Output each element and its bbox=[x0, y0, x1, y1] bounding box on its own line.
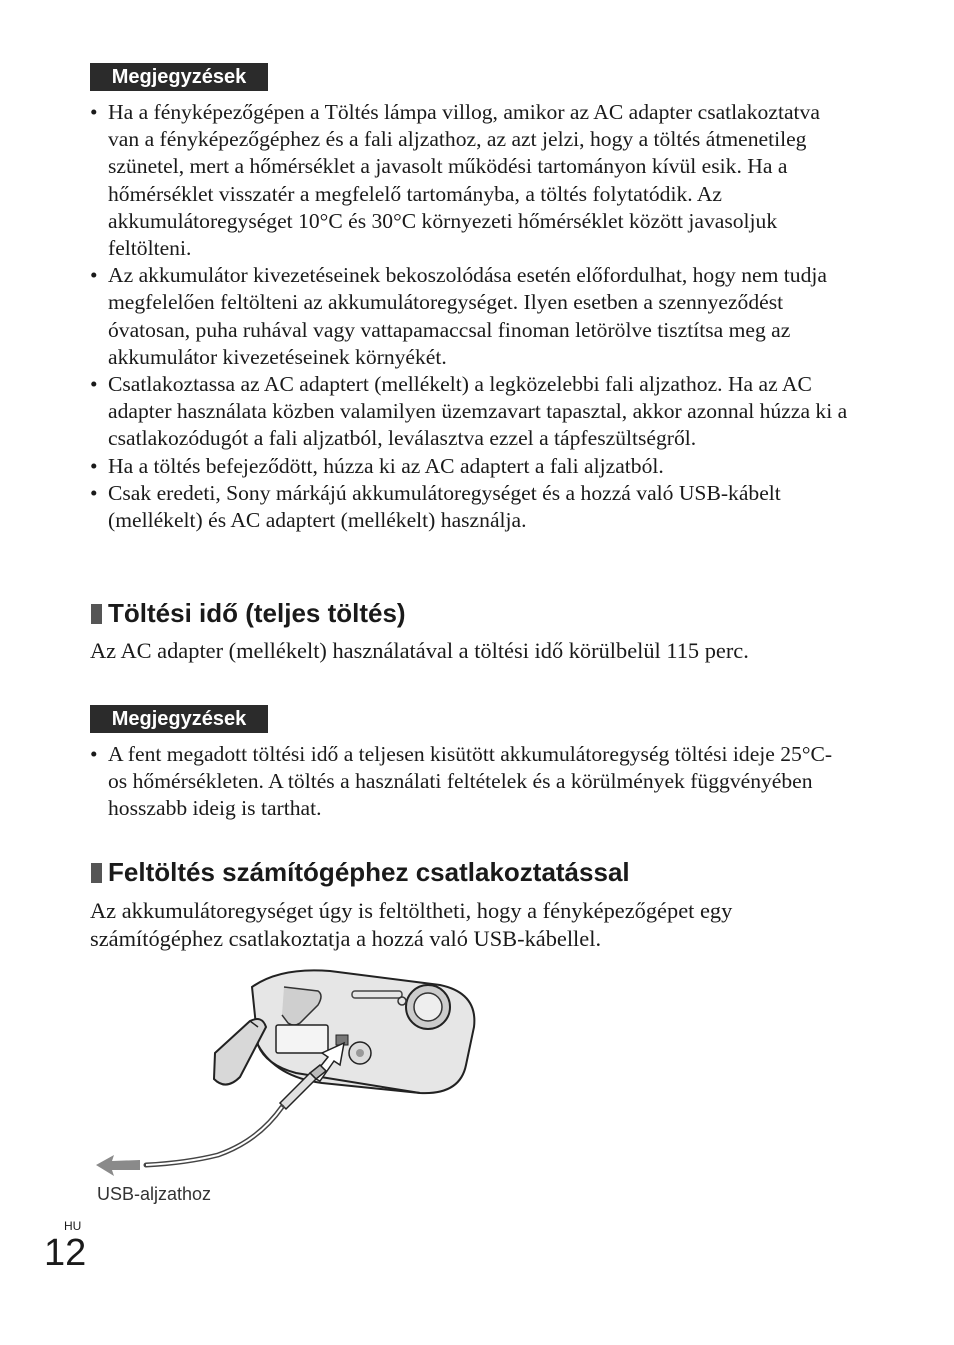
bullet-icon: • bbox=[90, 263, 98, 288]
note-text: A fent megadott töltési idő a teljesen kisütött akkumulátoregység töltési ideje 25°C-os hőmérsékleten. A töltés a használati feltételek és a körülmények függvényében hosszabb ideig is tarthat. bbox=[108, 742, 833, 821]
notes-list bbox=[90, 99, 850, 534]
computer-charging-text: Az akkumulátoregységet úgy is feltöltheti, hogy a fényképezőgépet egy számítógéphez csatlakoztatja a hozzá való USB-kábellel. bbox=[90, 898, 733, 951]
figure-caption: USB-aljzathoz bbox=[97, 1184, 212, 1204]
language-code: HU bbox=[64, 1219, 82, 1233]
bullet-icon: • bbox=[90, 453, 98, 478]
section-heading-charging-time bbox=[91, 597, 406, 629]
bullet-icon: • bbox=[90, 742, 98, 766]
notes-badge: Megjegyzések bbox=[90, 705, 268, 733]
list-item bbox=[90, 262, 850, 371]
list-item bbox=[90, 741, 850, 823]
charging-time-text: Az AC adapter (mellékelt) használatával a töltési idő körülbelül 115 perc. bbox=[90, 638, 749, 663]
camera-icon bbox=[252, 970, 474, 1093]
section-title: Feltöltés számítógéphez csatlakoztatással bbox=[108, 857, 630, 887]
note-text: Ha a fényképezőgépen a Töltés lámpa villog, amikor az AC adapter csatlakoztatva van a fényképezőgéphez és a fali aljzathoz, az azt jelzi, hogy a töltés átmenetileg szünetel, mert a hőmérséklet a javasolt működési tartományon kívül esik. Ha a hőmérséklet visszatér a megfelelő tartományba, a töltés folytatódik. Az akkumulátoregységet 10°C és 30°C környezeti hőmérséklet között javasoljuk feltölteni. bbox=[108, 100, 820, 261]
section-title: Töltési idő (teljes töltés) bbox=[108, 598, 406, 628]
note-text: Ha a töltés befejeződött, húzza ki az AC adaptert a fali aljzatból. bbox=[108, 453, 664, 478]
notes-list bbox=[90, 741, 850, 823]
camera-usb-illustration bbox=[90, 965, 490, 1185]
section-heading-computer-charging bbox=[91, 856, 630, 888]
list-item bbox=[90, 371, 850, 453]
section-marker-icon bbox=[91, 863, 102, 883]
bullet-icon: • bbox=[90, 100, 98, 124]
list-item bbox=[90, 480, 850, 534]
section-marker-icon bbox=[91, 604, 102, 624]
direction-arrow-icon bbox=[96, 1155, 140, 1176]
note-text: Csak eredeti, Sony márkájú akkumulátoregységet és a hozzá való USB-kábelt (mellékelt) és AC adaptert (mellékelt) használja. bbox=[108, 480, 781, 533]
bullet-icon: • bbox=[90, 480, 98, 505]
page-number: 12 bbox=[44, 1232, 87, 1274]
note-text: Csatlakoztassa az AC adaptert (mellékelt) a legközelebbi fali aljzathoz. Ha az AC adapter használata közben valamilyen üzemzavart tapasztal, akkor azonnal húzza ki a csatlakozódugót a fali aljzatból, leválasztva ezzel a tápfeszültségről. bbox=[108, 372, 848, 451]
bullet-icon: • bbox=[90, 372, 98, 397]
list-item bbox=[90, 453, 850, 480]
note-text: Az akkumulátor kivezetéseinek bekoszolódása esetén előfordulhat, hogy nem tudja megfelelően feltölteni az akkumulátoregységet. Ilyen esetben a szennyeződést óvatosan, puha ruhával vagy vattapamaccsal finoman letörölve tisztítsa meg az akkumulátor kivezetéseinek környékét. bbox=[108, 263, 827, 369]
list-item bbox=[90, 99, 850, 262]
battery-cover-icon bbox=[214, 1019, 266, 1085]
notes-badge: Megjegyzések bbox=[90, 63, 268, 91]
